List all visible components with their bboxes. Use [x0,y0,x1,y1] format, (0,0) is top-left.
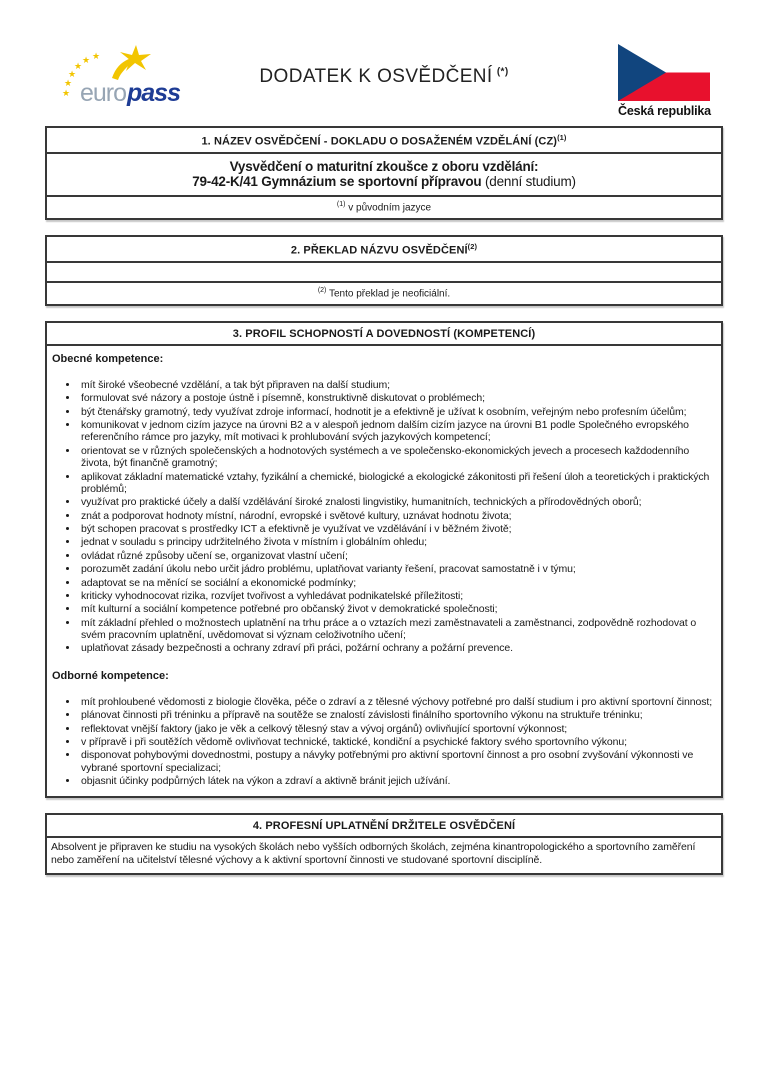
competence-list-item: • formulovat své názory a postoje ústně i písemně, konstruktivně diskutovat o problémech; [79,392,713,404]
svg-text:★: ★ [64,79,73,89]
general-competences-list [52,379,713,655]
certificate-title-line1: Vysvědčení o maturitní zkoušce z oboru vzdělání: [229,158,539,174]
profession-body-text: Absolvent je připraven ke studiu na vysokých školách nebo vyšších odborných školách, zejména kinantropologického a sportovního zaměření nebo zaměření na učitelství tělesné výchovy a k aktivní sportovní činnosti ve studované sportovní disciplíně. [51,841,696,866]
section-3-box [45,321,723,798]
competence-list-item: • jednat v souladu s principy udržitelného života v místním i globálním ohledu; [79,536,713,548]
competences-content [47,346,721,796]
logo-pass-text: pass [127,79,180,107]
competence-list-item: • reflektovat vnější faktory (jako je věk a celkový tělesný stav a vývoj orgánů) ovlivňující sportovní výkonnost; [79,723,713,735]
svg-text:★: ★ [68,70,77,80]
footnote-2-marker: (2) [467,241,478,251]
competence-list-item: • plánovat činnosti při tréninku a přípravě na soutěže se znalostí závislosti finálního sportovního výkonu na struktuře tréninku; [79,709,713,721]
competence-list-item: • uplatňovat zásady bezpečnosti a ochrany zdraví při práci, požární ochrany a požární prevence. [79,642,713,654]
czech-flag-icon [618,44,710,101]
logo-euro-text: euro [80,79,127,107]
competence-list-item: • mít prohloubené vědomosti z biologie člověka, péče o zdraví a z tělesné výchovy potřebné pro další studium i pro aktivní sportovní činnost; [79,696,713,708]
competence-list-item: • objasnit účinky podpůrných látek na výkon a zdraví a aktivně bránit jejich užívání. [79,775,713,787]
footnote-1-marker: (1) [557,133,567,142]
country-name-label: Česká republika [618,104,711,118]
competence-list-item: • adaptovat se na měnící se sociální a ekonomické podmínky; [79,577,713,589]
page-title: DODATEK K OSVĚDČENÍ (*) [259,66,509,87]
section-2-footnote: $^{(2)}$ Tento překlad je neoficiální. [317,286,451,299]
section-1-footnote: $^{(1)}$ v původním jazyce [336,200,432,213]
footnote-2-ref: (2) [317,286,327,294]
competence-list-item: • být čtenářsky gramotný, tedy využívat zdroje informací, hodnotit je a efektivně je užívat k osobním, veřejným nebo profesním účelům; [79,406,713,418]
certificate-code: 79-42-K/41 Gymnázium se sportovní přípravou [192,173,482,189]
competence-list-item: • mít základní přehled o možnostech uplatnění na trhu práce a o vztazích mezi zaměstnavateli a zaměstnanci, zodpovědně rozhodovat o svém pracovním uplatnění, uvědomovat si význam celoživotního učení; [79,617,713,642]
professional-competences-list [52,696,713,788]
svg-text:★: ★ [92,52,101,62]
section-2-box [45,235,723,306]
competence-list-item: • porozumět zadání úkolu nebo určit jádro problému, uplatňovat varianty řešení, pracovat samostatně i v týmu; [79,563,713,575]
country-flag-block [618,44,712,118]
translation-empty-field [47,263,721,283]
competence-list-item: • ovládat různé způsoby učení se, organizovat vlastní učení; [79,550,713,562]
competence-list-item: • mít široké všeobecné vzdělání, a tak být připraven na další studium; [79,379,713,391]
section-2-header: 2. PŘEKLAD NÁZVU OSVĚDČENÍ$^{(2)}$ [47,237,721,263]
professional-competences-heading: Odborné kompetence: [52,669,169,682]
section-1-header: 1. NÁZEV OSVĚDČENÍ - DOKLADU O DOSAŽENÉM VZDĚLÁNÍ (CZ)$^{(1)}$ [47,128,721,154]
general-competences-heading: Obecné kompetence: [52,352,164,365]
competence-list-item: • znát a podporovat hodnoty místní, národní, evropské i světové kultury, uznávat hodnotu života; [79,510,713,522]
svg-text:★: ★ [74,62,83,72]
svg-text:★: ★ [82,56,91,66]
competence-list-item: • disponovat pohybovými dovednostmi, postupy a návyky potřebnými pro aktivní sportovní činnost a pro osobní zvyšování výkonnosti ve vybrané sportovní specializaci; [79,749,713,774]
section-3-header: 3. PROFIL SCHOPNOSTÍ A DOVEDNOSTÍ (KOMPETENCÍ) [47,323,721,346]
certificate-study-form: (denní studium) [481,173,576,189]
section-4-header: 4. PROFESNÍ UPLATNĚNÍ DRŽITELE OSVĚDČENÍ [47,815,721,838]
competence-list-item: • v přípravě i při soutěžích vědomě ovlivňovat technické, taktické, kondiční a psychické faktory svého sportovního výkonu; [79,736,713,748]
competence-list-item: • aplikovat základní matematické vztahy, fyzikální a chemické, biologické a ekologické zákonitosti při řešení úloh a teoretických i praktických problémů; [79,471,713,496]
certificate-title [47,154,721,197]
competence-list-item: • kriticky vyhodnocovat rizika, rozvíjet tvořivost a vyhledávat podnikatelské příležitosti; [79,590,713,602]
footnote-1-ref: (1) [336,200,346,208]
section-4-box [45,813,723,874]
competence-list-item: • mít kulturní a sociální kompetence potřebné pro občanský život v demokratické společnosti; [79,603,713,615]
competence-list-item: • komunikovat v jednom cizím jazyce na úrovni B2 a v alespoň jednom dalším cizím jazyce na úrovni B1 podle Společného evropského referenčního rámce pro jazyky, mít motivaci k prohlubování svých jazykových kompetencí; [79,419,713,444]
document-header [0,0,768,120]
competence-list-item: • využívat pro praktické účely a další vzdělávání široké znalosti lingvistiky, humanitních, technických a přírodovědných oborů; [79,496,713,508]
svg-text:★: ★ [62,89,71,99]
competence-list-item: • orientovat se v různých společenských a hodnotových systémech a ve společensko-ekonomických jevech a procesech každodenního života, být finančně gramotný; [79,445,713,470]
competence-list-item: • být schopen pracovat s prostředky ICT a efektivně je využívat ve vzdělávání i v běžném životě; [79,523,713,535]
section-1-box [45,126,723,220]
certificate-title-line2 [53,174,715,189]
title-footnote-marker: (*) [496,66,509,78]
